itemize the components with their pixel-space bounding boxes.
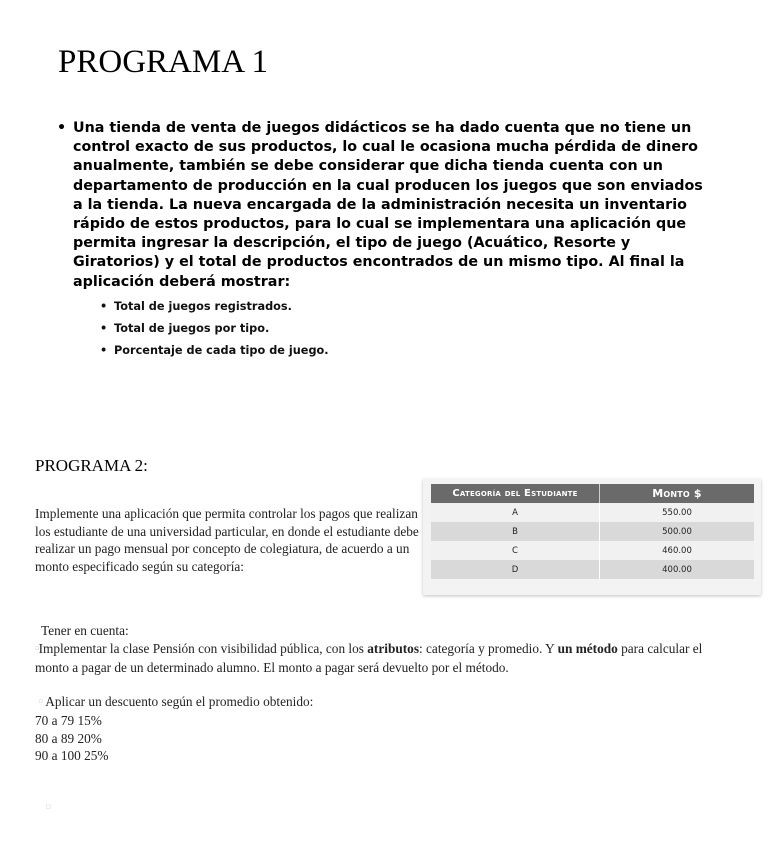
instruction-bold: un método	[557, 640, 618, 656]
fee-table	[431, 484, 754, 579]
notes-heading: Tener en cuenta:	[41, 623, 129, 638]
notes-section	[35, 622, 735, 765]
header-category: Categoría del Estudiante	[431, 484, 600, 503]
requirement-item: • Total de juegos registrados.	[100, 296, 706, 318]
bullet-marker-icon: □	[39, 699, 43, 706]
amount-cell: 400.00	[600, 560, 755, 579]
programa-1-description	[56, 119, 706, 362]
amount-cell: 550.00	[600, 503, 755, 522]
programa-1-list	[56, 119, 706, 362]
instruction-text: Implementar la clase Pensión con visibilidad pública, con los	[38, 640, 368, 656]
table-row	[431, 503, 754, 522]
programa-1-title: PROGRAMA 1	[58, 44, 268, 80]
discount-range: 70 a 79 15%	[35, 713, 102, 728]
class-instruction	[35, 640, 735, 677]
fee-table-header-row	[431, 484, 754, 503]
category-cell: B	[431, 522, 600, 541]
table-row	[431, 522, 754, 541]
programa-1-paragraph: Una tienda de venta de juegos didácticos se ha dado cuenta que no tiene un control exacto de sus productos, lo cual le ocasiona mucha pérdida de dinero anualmente, también se debe considerar que dicha tienda cuenta con un departamento de producción en la cual producen los juegos que son enviados a la tienda. La nueva encargada de la administración necesita un inventario rápido de estos productos, para lo cual se implementara una aplicación que permita ingresar la descripción, el tipo de juego (Acuático, Resorte y Giratorios) y el total de productos encontrados de un mismo tipo. Al final la aplicación deberá mostrar:	[73, 120, 703, 290]
bullet-marker-icon: □	[46, 803, 51, 811]
table-row	[431, 560, 754, 579]
discount-intro-text: Aplicar un descuento según el promedio obtenido:	[45, 694, 314, 710]
category-cell: A	[431, 503, 600, 522]
discount-range: 90 a 100 25%	[35, 748, 109, 764]
fee-table-container	[423, 479, 761, 595]
discount-intro	[35, 693, 735, 712]
requirement-item: • Total de juegos por tipo.	[100, 318, 706, 340]
category-cell: C	[431, 541, 600, 560]
bullet-marker-icon: □	[35, 645, 39, 652]
requirements-list	[73, 296, 706, 362]
header-amount: Monto $	[600, 484, 755, 503]
category-cell: D	[431, 560, 600, 579]
requirement-item: • Porcentaje de cada tipo de juego.	[100, 340, 706, 362]
discount-range: 80 a 89 20%	[35, 730, 102, 746]
instruction-text: para calcular el monto a pagar de un determinado alumno. El monto a pagar será devuelto por el método.	[35, 640, 703, 675]
amount-cell: 460.00	[600, 541, 755, 560]
programa-2-title: PROGRAMA 2:	[35, 456, 148, 475]
instruction-text: : categoría y promedio. Y	[419, 640, 558, 656]
instruction-bold: atributos	[367, 640, 419, 656]
amount-cell: 500.00	[600, 522, 755, 541]
table-row	[431, 541, 754, 560]
programa-2-description: Implemente una aplicación que permita controlar los pagos que realizan los estudiante de una universidad particular, en donde el estudiante debe realizar un pago mensual por concepto de colegiatura, de acuerdo a un monto especificado según su categoría:	[35, 506, 419, 574]
